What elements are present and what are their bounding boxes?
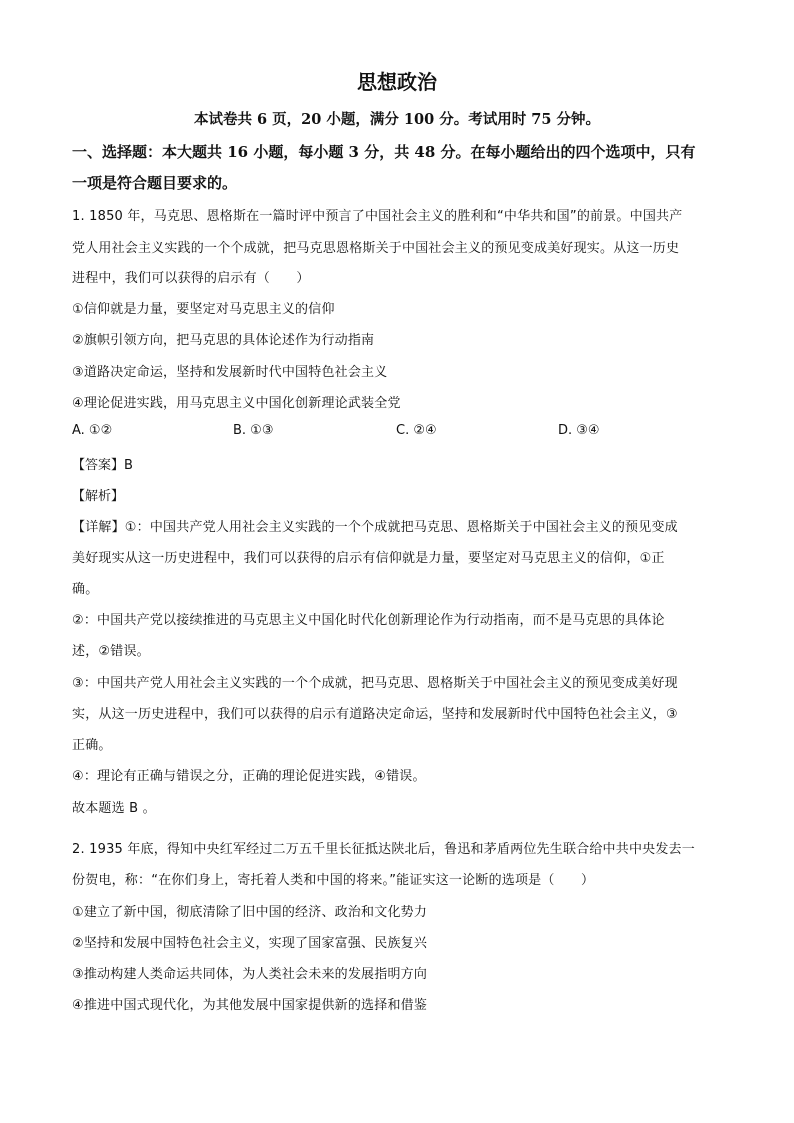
q1-option-b: B. ①③: [233, 423, 274, 438]
page-title: 思想政治: [357, 70, 437, 94]
q1-item: ②旗帜引领方向，把马克思的具体论述作为行动指南: [72, 333, 375, 348]
q2-item: ④推进中国式现代化，为其他发展中国家提供新的选择和借鉴: [72, 998, 428, 1013]
q2-item: ③推动构建人类命运共同体，为人类社会未来的发展指明方向: [72, 967, 428, 982]
q1-detail-line: 确。: [72, 582, 99, 597]
q1-conclusion: 故本题选 B 。: [72, 801, 156, 816]
q1-stem-line: 1. 1850 年，马克思、恩格斯在一篇时评中预言了中国社会主义的胜利和“中华共和国”的前景。中国共产: [72, 209, 683, 224]
q1-stem-line: 进程中，我们可以获得的启示有（ ）: [72, 271, 310, 286]
q1-detail-line: ③：中国共产党人用社会主义实践的一个个成就，把马克思、恩格斯关于中国社会主义的预见变成美好现: [72, 676, 678, 691]
q1-detail-line: 实，从这一历史进程中，我们可以获得的启示有道路决定命运，坚持和发展新时代中国特色社会主义，③: [72, 707, 678, 722]
q1-item: ④理论促进实践，用马克思主义中国化创新理论武装全党: [72, 396, 401, 411]
q1-detail-line: 美好现实从这一历史进程中，我们可以获得的启示有信仰就是力量，要坚定对马克思主义的信仰，①正: [72, 551, 665, 566]
q2-item: ②坚持和发展中国特色社会主义，实现了国家富强、民族复兴: [72, 936, 428, 951]
q1-detail-line: ④：理论有正确与错误之分，正确的理论促进实践，④错误。: [72, 769, 426, 784]
q1-detail-line: 【详解】①：中国共产党人用社会主义实践的一个个成就把马克思、恩格斯关于中国社会主义的预见变成: [72, 520, 678, 535]
q1-item: ①信仰就是力量，要坚定对马克思主义的信仰: [72, 302, 335, 317]
q1-detail-line: 正确。: [72, 738, 112, 753]
exam-info: 本试卷共 6 页，20 小题，满分 100 分。考试用时 75 分钟。: [193, 111, 601, 128]
section-heading-line-1: 一、选择题：本大题共 16 小题，每小题 3 分，共 48 分。在每小题给出的四个选项中，只有: [72, 143, 696, 161]
q1-detail-line: 述，②错误。: [72, 644, 150, 659]
q1-option-c: C. ②④: [396, 423, 437, 438]
q1-answer: 【答案】B: [72, 458, 133, 473]
q1-stem-line: 党人用社会主义实践的一个个成就，把马克思恩格斯关于中国社会主义的预见变成美好现实。从这一历史: [72, 241, 680, 256]
q2-stem-line: 2. 1935 年底，得知中央红军经过二万五千里长征抵达陕北后，鲁迅和茅盾两位先生联合给中共中央发去一: [72, 842, 695, 857]
q1-analysis-label: 【解析】: [72, 489, 125, 504]
q1-option-a: A. ①②: [72, 423, 113, 438]
q1-item: ③道路决定命运，坚持和发展新时代中国特色社会主义: [72, 365, 388, 380]
q1-option-d: D. ③④: [558, 423, 600, 438]
section-heading-line-2: 一项是符合题目要求的。: [72, 174, 238, 192]
q1-detail-line: ②：中国共产党以接续推进的马克思主义中国化时代化创新理论作为行动指南，而不是马克思的具体论: [72, 613, 665, 628]
q2-item: ①建立了新中国，彻底清除了旧中国的经济、政治和文化势力: [72, 905, 428, 920]
q2-stem-line: 份贺电，称：“在你们身上，寄托着人类和中国的将来。”能证实这一论断的选项是（ ）: [72, 873, 595, 888]
